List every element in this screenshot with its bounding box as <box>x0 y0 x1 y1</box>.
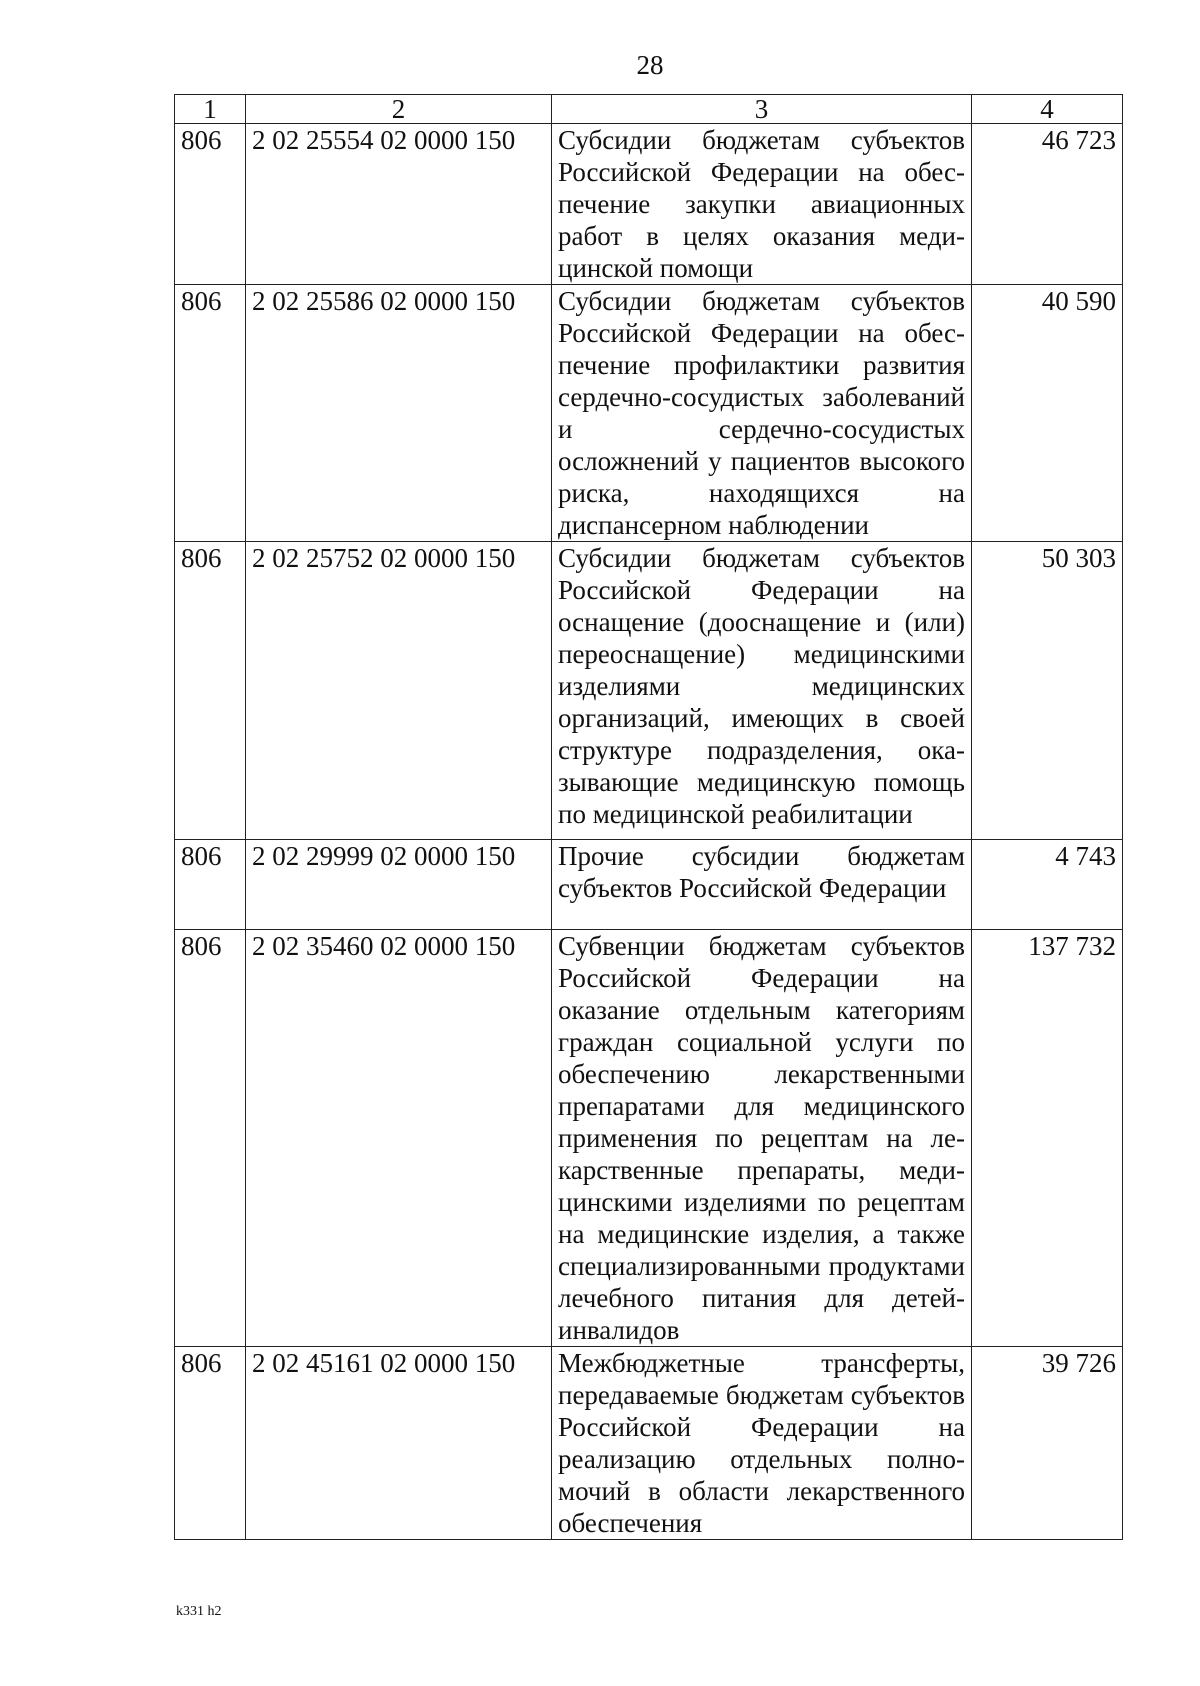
column-header-1: 1 <box>175 95 246 124</box>
column-header-3: 3 <box>552 95 972 124</box>
description-cell: Прочие субсидии бюджетам субъектов Российской Федерации <box>552 840 972 930</box>
budget-code-cell: 2 02 29999 02 0000 150 <box>246 840 552 930</box>
table-row <box>175 840 1123 930</box>
budget-code-cell: 2 02 25554 02 0000 150 <box>246 124 552 285</box>
budget-code-cell: 2 02 25752 02 0000 150 <box>246 542 552 840</box>
table-row <box>175 930 1123 1347</box>
description-cell: Субсидии бюджетам субъектов Российской Федерации на оснащение (дооснащение и (или) переоснащение) медицинскими изделиями медицинских организаций, имеющих в своей структуре подразделения, оказывающие медицинскую помощь по медицинской реабилитации <box>552 542 972 840</box>
admin-code-cell: 806 <box>175 285 246 542</box>
table-row <box>175 1347 1123 1540</box>
budget-table <box>174 94 1123 1540</box>
budget-code-cell: 2 02 25586 02 0000 150 <box>246 285 552 542</box>
admin-code-cell: 806 <box>175 1347 246 1540</box>
amount-cell: 4 743 <box>972 840 1123 930</box>
amount-cell: 50 303 <box>972 542 1123 840</box>
table-row <box>175 285 1123 542</box>
admin-code-cell: 806 <box>175 840 246 930</box>
amount-cell: 137 732 <box>972 930 1123 1347</box>
budget-code-cell: 2 02 45161 02 0000 150 <box>246 1347 552 1540</box>
admin-code-cell: 806 <box>175 930 246 1347</box>
description-cell: Субсидии бюджетам субъектов Российской Федерации на обеспечение закупки авиационных работ в целях оказания медицинской помощи <box>552 124 972 285</box>
budget-code-cell: 2 02 35460 02 0000 150 <box>246 930 552 1347</box>
description-cell: Субвенции бюджетам субъектов Российской Федерации на оказание отдельным категориям граждан социальной услуги по обеспечению лекарственными препаратами для медицинского применения по рецептам на лекарственные препараты, медицинскими изделиями по рецептам на медицинские изделия, а также специализированными продуктами лечебного питания для детей-инвалидов <box>552 930 972 1347</box>
column-header-2: 2 <box>246 95 552 124</box>
admin-code-cell: 806 <box>175 124 246 285</box>
table-row <box>175 124 1123 285</box>
description-cell: Межбюджетные трансферты, передаваемые бюджетам субъектов Российской Федерации на реализацию отдельных полномочий в области лекарственного обеспечения <box>552 1347 972 1540</box>
description-cell: Субсидии бюджетам субъектов Российской Федерации на обеспечение профилактики развития сердечно-сосудистых заболеваний и сердечно-сосудистых осложнений у пациентов высокого риска, находящихся на диспансерном наблюдении <box>552 285 972 542</box>
amount-cell: 46 723 <box>972 124 1123 285</box>
document-footer-code: k331 h2 <box>176 1604 222 1619</box>
amount-cell: 40 590 <box>972 285 1123 542</box>
amount-cell: 39 726 <box>972 1347 1123 1540</box>
page-number: 28 <box>636 50 664 80</box>
admin-code-cell: 806 <box>175 542 246 840</box>
column-header-4: 4 <box>972 95 1123 124</box>
table-row <box>175 542 1123 840</box>
header-row <box>175 95 1123 124</box>
